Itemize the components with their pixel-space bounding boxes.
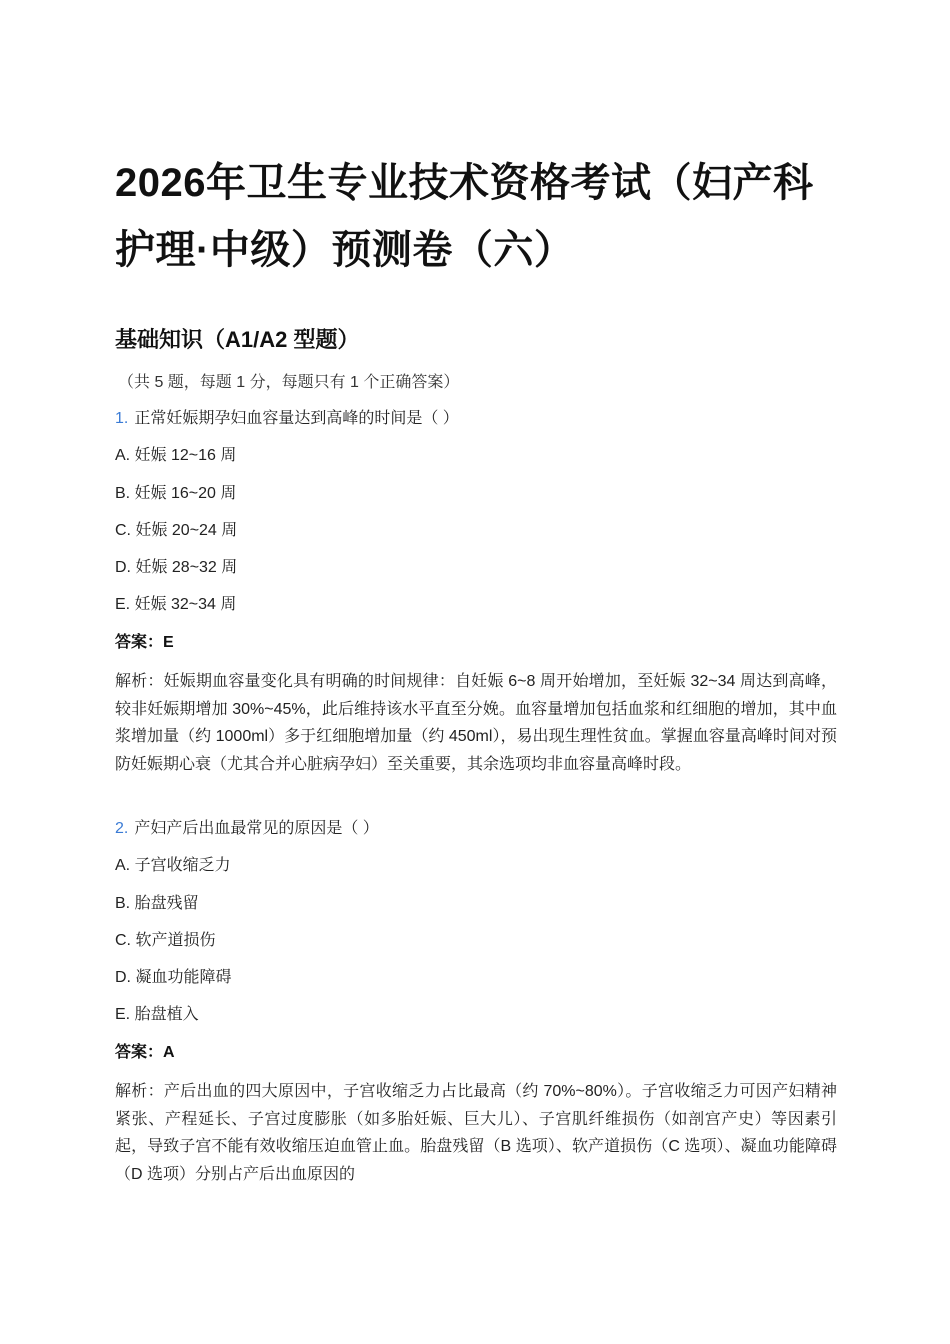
section-note: （共 5 题，每题 1 分，每题只有 1 个正确答案） <box>118 374 460 391</box>
question-number: 1. <box>115 410 129 427</box>
question-text: 产妇产后出血最常见的原因是（ ） <box>134 820 379 837</box>
question-stem <box>115 407 837 431</box>
option-b: B. 胎盘残留 <box>115 894 199 912</box>
answer: 答案：A <box>115 1043 175 1061</box>
option-d: D. 凝血功能障碍 <box>115 969 232 987</box>
document-title: 2026年卫生专业技术资格考试（妇产科护理·中级）预测卷（六） <box>115 161 814 272</box>
question-number: 2. <box>115 820 129 837</box>
option-e: E. 妊娠 32~34 周 <box>115 596 237 614</box>
answer: 答案：E <box>115 633 174 651</box>
question-stem <box>115 817 837 841</box>
option-b: B. 妊娠 16~20 周 <box>115 484 237 502</box>
question-text: 正常妊娠期孕妇血容量达到高峰的时间是（ ） <box>134 410 459 427</box>
question-2 <box>115 817 837 1188</box>
option-c: C. 软产道损伤 <box>115 931 216 949</box>
option-a: A. 子宫收缩乏力 <box>115 857 231 875</box>
option-a: A. 妊娠 12~16 周 <box>115 447 237 465</box>
explanation: 解析：妊娠期血容量变化具有明确的时间规律：自妊娠 6~8 周开始增加，至妊娠 32~34 周达到高峰，较非妊娠期增加 30%~45%，此后维持该水平直至分娩。血容量增加包括血浆和红细胞的增加，其中血浆增加量（约 1000ml）多于红细胞增加量（约 450ml），易出现生理性贫血。掌握血容量高峰时间对预防妊娠期心衰（尤其合并心脏病孕妇）至关重要，其余选项均非血容量高峰时段。 <box>115 673 837 773</box>
option-c: C. 妊娠 20~24 周 <box>115 521 238 539</box>
question-1 <box>115 407 837 778</box>
option-d: D. 妊娠 28~32 周 <box>115 559 238 577</box>
option-e: E. 胎盘植入 <box>115 1006 199 1024</box>
explanation: 解析：产后出血的四大原因中，子宫收缩乏力占比最高（约 70%~80%）。子宫收缩乏力可因产妇精神紧张、产程延长、子宫过度膨胀（如多胎妊娠、巨大儿）、子宫肌纤维损伤（如剖宫产史）等因素引起，导致子宫不能有效收缩压迫血管止血。胎盘残留（B 选项）、软产道损伤（C 选项）、凝血功能障碍（D 选项）分别占产后出血原因的 <box>115 1083 837 1183</box>
section-title: 基础知识（A1/A2 型题） <box>115 327 360 352</box>
